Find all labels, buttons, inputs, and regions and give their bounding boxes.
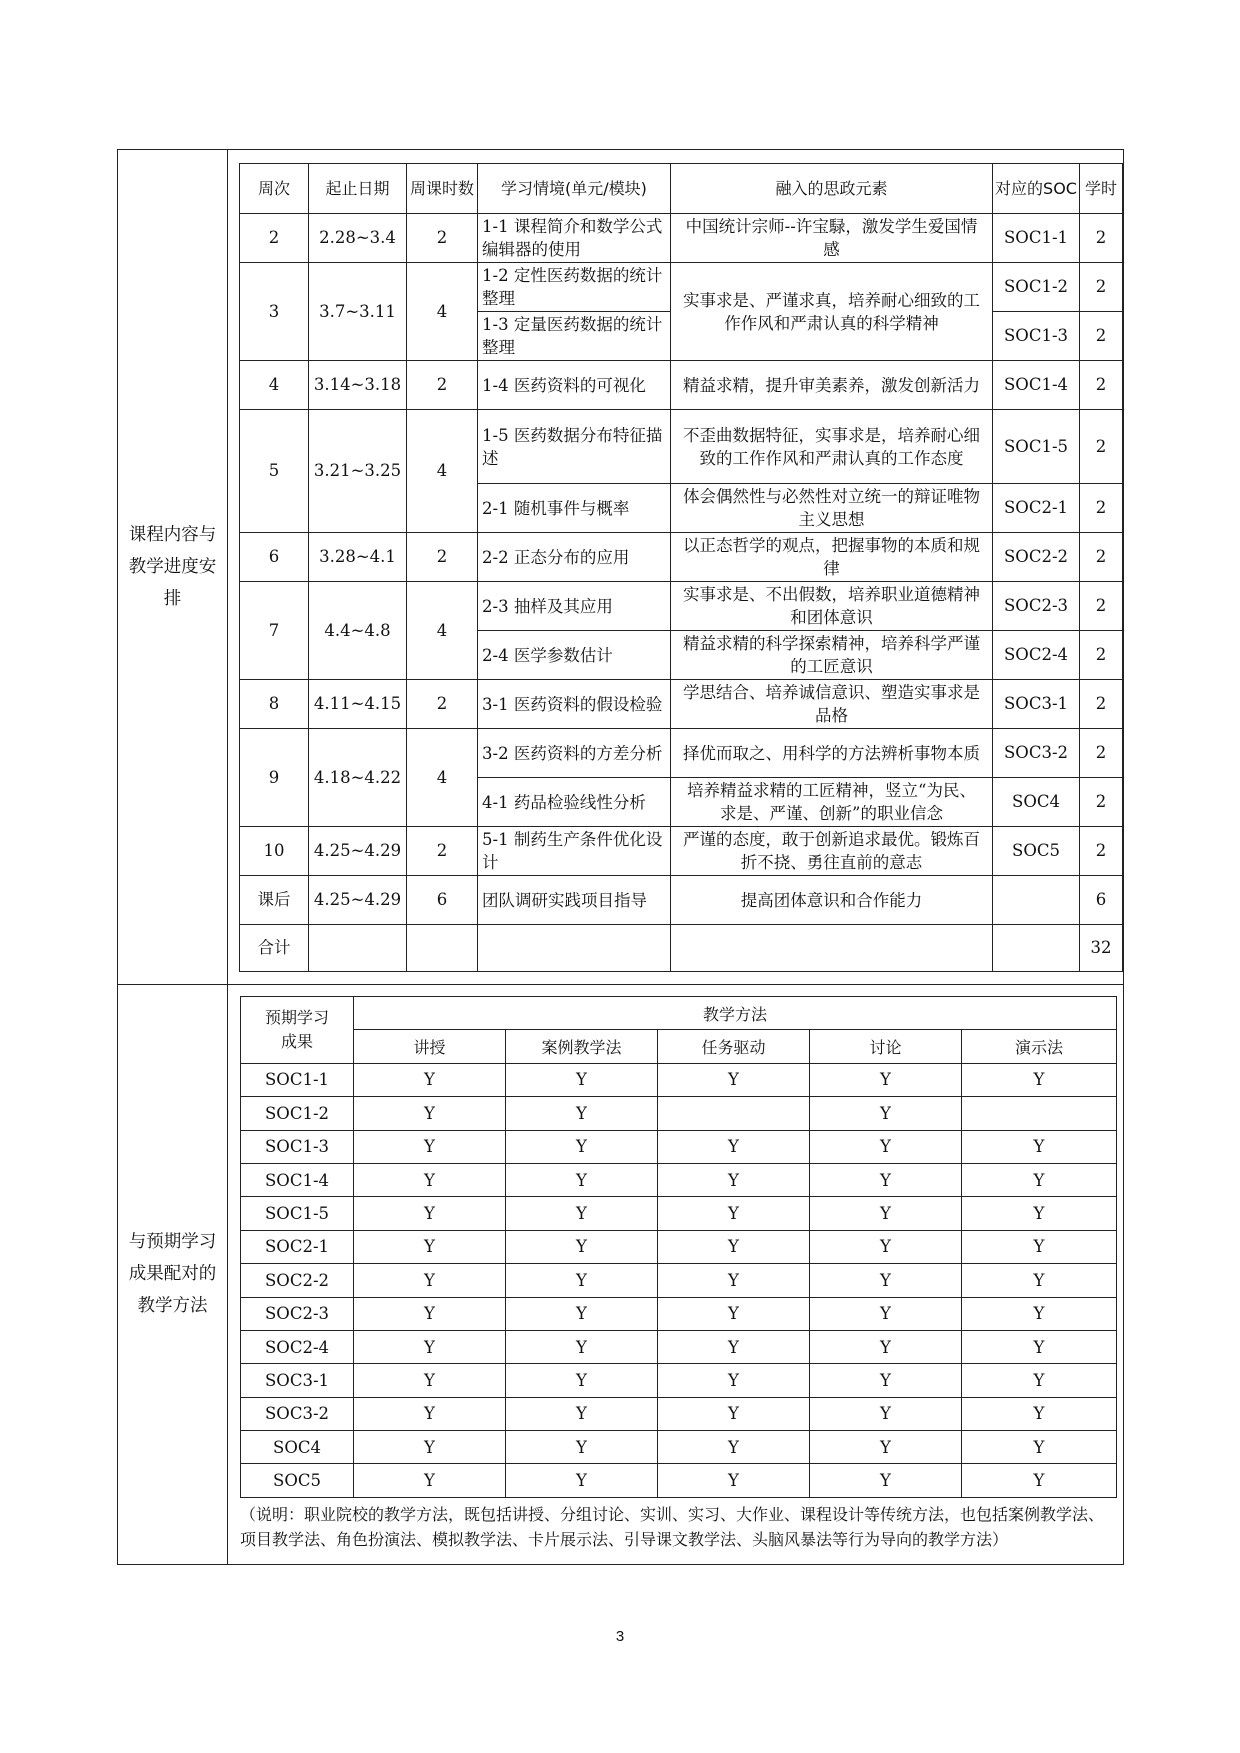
mark-cell: Y — [962, 1130, 1117, 1163]
mark-cell: Y — [506, 1163, 658, 1196]
table-row — [241, 1431, 1117, 1464]
element-cell: 精益求精，提升审美素养，激发创新活力 — [671, 361, 993, 410]
mark-cell: Y — [810, 1197, 962, 1230]
week-cell: 7 — [240, 582, 309, 680]
unit-cell: 3-1 医药资料的假设检验 — [478, 680, 671, 729]
soc-cell: SOC2-2 — [993, 533, 1080, 582]
mark-cell: Y — [658, 1197, 810, 1230]
soc-cell: SOC2-4 — [993, 631, 1080, 680]
mark-cell: Y — [506, 1230, 658, 1263]
mark-cell: Y — [354, 1364, 506, 1397]
mark-cell: Y — [506, 1397, 658, 1430]
page-number: 3 — [615, 1628, 625, 1645]
hours-cell: 2 — [407, 214, 478, 263]
table-row — [241, 1464, 1117, 1497]
mark-cell: Y — [962, 1163, 1117, 1196]
soc-cell: SOC2-4 — [241, 1330, 354, 1363]
mark-cell: Y — [354, 1197, 506, 1230]
period-cell: 2 — [1080, 484, 1123, 533]
soc-cell: SOC2-1 — [993, 484, 1080, 533]
methods-note: （说明：职业院校的教学方法，既包括讲授、分组讨论、实训、实习、大作业、课程设计等传统方法，也包括案例教学法、项目教学法、角色扮演法、模拟教学法、卡片展示法、引导课文教学法、头脑风暴法等行为导向的教学方法） — [240, 1504, 1105, 1549]
mark-cell: Y — [658, 1330, 810, 1363]
table-row — [241, 1364, 1117, 1397]
methods-header-row — [241, 997, 1117, 1030]
mark-cell: Y — [354, 1063, 506, 1096]
soc-cell: SOC2-1 — [241, 1230, 354, 1263]
element-cell: 精益求精的科学探索精神，培养科学严谨的工匠意识 — [671, 631, 993, 680]
outcome-header: 预期学习成果 — [241, 997, 354, 1064]
element-cell: 学思结合、培养诚信意识、塑造实事求是品格 — [671, 680, 993, 729]
table-row — [240, 361, 1123, 410]
methods-subheader-row — [241, 1030, 1117, 1063]
element-cell: 实事求是、不出假数，培养职业道德精神和团体意识 — [671, 582, 993, 631]
hours-cell: 6 — [407, 876, 478, 925]
hours-cell: 4 — [407, 263, 478, 361]
mark-cell: Y — [354, 1130, 506, 1163]
soc-cell: SOC5 — [993, 827, 1080, 876]
table-row — [240, 729, 1123, 778]
mark-cell: Y — [354, 1097, 506, 1130]
week-cell: 4 — [240, 361, 309, 410]
unit-cell: 2-3 抽样及其应用 — [478, 582, 671, 631]
table-row — [241, 1097, 1117, 1130]
table-row — [241, 1163, 1117, 1196]
dates-cell: 4.11~4.15 — [309, 680, 407, 729]
mark-cell: Y — [506, 1197, 658, 1230]
table-row — [241, 1330, 1117, 1363]
unit-cell: 团队调研实践项目指导 — [478, 876, 671, 925]
col-header-soc: 对应的SOC — [993, 164, 1080, 214]
period-cell: 2 — [1080, 533, 1123, 582]
period-cell: 2 — [1080, 263, 1123, 312]
mark-cell: Y — [658, 1230, 810, 1263]
soc-cell: SOC4 — [241, 1431, 354, 1464]
period-cell: 2 — [1080, 827, 1123, 876]
mark-cell: Y — [658, 1297, 810, 1330]
unit-cell: 2-1 随机事件与概率 — [478, 484, 671, 533]
table-row — [240, 533, 1123, 582]
hours-cell: 2 — [407, 680, 478, 729]
soc-cell: SOC1-2 — [993, 263, 1080, 312]
schedule-header-row — [240, 164, 1123, 214]
methods-table — [240, 996, 1117, 1498]
dates-cell: 4.25~4.29 — [309, 827, 407, 876]
soc-cell: SOC1-3 — [241, 1130, 354, 1163]
mark-cell: Y — [506, 1297, 658, 1330]
mark-cell: Y — [354, 1330, 506, 1363]
total-label: 合计 — [240, 925, 309, 972]
soc-cell: SOC1-1 — [241, 1063, 354, 1096]
unit-cell: 2-4 医学参数估计 — [478, 631, 671, 680]
method-discussion: 讨论 — [810, 1030, 962, 1063]
soc-cell: SOC3-2 — [993, 729, 1080, 778]
mark-cell: Y — [810, 1230, 962, 1263]
unit-cell: 2-2 正态分布的应用 — [478, 533, 671, 582]
table-row — [240, 263, 1123, 312]
period-cell: 2 — [1080, 214, 1123, 263]
mark-cell: Y — [962, 1264, 1117, 1297]
mark-cell: Y — [506, 1464, 658, 1497]
element-cell: 以正态哲学的观点，把握事物的本质和规律 — [671, 533, 993, 582]
table-row — [240, 680, 1123, 729]
mark-cell: Y — [506, 1063, 658, 1096]
col-header-period: 学时 — [1080, 164, 1123, 214]
week-cell: 5 — [240, 410, 309, 533]
table-row — [241, 1397, 1117, 1430]
mark-cell: Y — [810, 1297, 962, 1330]
unit-cell: 1-2 定性医药数据的统计整理 — [478, 263, 671, 312]
soc-cell: SOC3-1 — [241, 1364, 354, 1397]
table-row — [241, 1230, 1117, 1263]
mark-cell: Y — [962, 1330, 1117, 1363]
soc-cell: SOC2-2 — [241, 1264, 354, 1297]
total-period: 32 — [1080, 925, 1123, 972]
soc-cell: SOC3-1 — [993, 680, 1080, 729]
dates-cell: 3.28~4.1 — [309, 533, 407, 582]
mark-cell: Y — [658, 1364, 810, 1397]
mark-cell: Y — [658, 1130, 810, 1163]
method-header: 教学方法 — [354, 997, 1117, 1030]
methods-section — [118, 985, 1124, 1565]
schedule-table — [239, 163, 1123, 972]
mark-cell: Y — [354, 1464, 506, 1497]
soc-cell: SOC4 — [993, 778, 1080, 827]
mark-cell: Y — [962, 1197, 1117, 1230]
soc-cell: SOC1-5 — [241, 1197, 354, 1230]
section-label-methods: 与预期学习成果配对的教学方法 — [118, 985, 228, 1565]
unit-cell: 1-4 医药资料的可视化 — [478, 361, 671, 410]
hours-cell: 4 — [407, 582, 478, 680]
dates-cell: 4.25~4.29 — [309, 876, 407, 925]
week-cell: 2 — [240, 214, 309, 263]
method-lecture: 讲授 — [354, 1030, 506, 1063]
element-cell: 中国统计宗师--许宝騄，激发学生爱国情感 — [671, 214, 993, 263]
mark-cell: Y — [810, 1397, 962, 1430]
table-row — [241, 1130, 1117, 1163]
unit-cell: 1-5 医药数据分布特征描述 — [478, 410, 671, 484]
mark-cell: Y — [810, 1431, 962, 1464]
period-cell: 2 — [1080, 361, 1123, 410]
mark-cell: Y — [962, 1063, 1117, 1096]
unit-cell: 4-1 药品检验线性分析 — [478, 778, 671, 827]
method-case: 案例教学法 — [506, 1030, 658, 1063]
col-header-element: 融入的思政元素 — [671, 164, 993, 214]
element-cell: 择优而取之、用科学的方法辨析事物本质 — [671, 729, 993, 778]
mark-cell: Y — [962, 1230, 1117, 1263]
method-demo: 演示法 — [962, 1030, 1117, 1063]
week-cell: 6 — [240, 533, 309, 582]
mark-cell: Y — [810, 1063, 962, 1096]
table-row — [240, 827, 1123, 876]
period-cell: 2 — [1080, 631, 1123, 680]
mark-cell: Y — [810, 1330, 962, 1363]
period-cell: 2 — [1080, 410, 1123, 484]
soc-cell: SOC1-5 — [993, 410, 1080, 484]
table-row — [241, 1264, 1117, 1297]
mark-cell: Y — [354, 1297, 506, 1330]
table-row — [240, 410, 1123, 484]
period-cell: 2 — [1080, 778, 1123, 827]
unit-cell: 1-1 课程简介和数学公式编辑器的使用 — [478, 214, 671, 263]
soc-cell: SOC1-2 — [241, 1097, 354, 1130]
soc-cell: SOC1-4 — [241, 1163, 354, 1196]
mark-cell: Y — [810, 1163, 962, 1196]
hours-cell: 4 — [407, 410, 478, 533]
mark-cell: Y — [658, 1464, 810, 1497]
col-header-week: 周次 — [240, 164, 309, 214]
mark-cell: Y — [810, 1264, 962, 1297]
hours-cell: 2 — [407, 361, 478, 410]
mark-cell: Y — [354, 1230, 506, 1263]
mark-cell: Y — [354, 1431, 506, 1464]
mark-cell: Y — [962, 1297, 1117, 1330]
mark-cell: Y — [354, 1163, 506, 1196]
schedule-section — [118, 150, 1124, 985]
mark-cell: Y — [506, 1097, 658, 1130]
mark-cell: Y — [810, 1364, 962, 1397]
mark-cell: Y — [962, 1364, 1117, 1397]
mark-cell: Y — [506, 1431, 658, 1464]
mark-cell: Y — [658, 1063, 810, 1096]
unit-cell: 3-2 医药资料的方差分析 — [478, 729, 671, 778]
mark-cell: Y — [962, 1431, 1117, 1464]
mark-cell: Y — [506, 1330, 658, 1363]
week-cell: 9 — [240, 729, 309, 827]
table-row — [241, 1297, 1117, 1330]
mark-cell: Y — [506, 1130, 658, 1163]
hours-cell: 4 — [407, 729, 478, 827]
table-row — [240, 876, 1123, 925]
unit-cell: 1-3 定量医药数据的统计整理 — [478, 312, 671, 361]
element-cell: 严谨的态度，敢于创新追求最优。锻炼百折不挠、勇往直前的意志 — [671, 827, 993, 876]
soc-cell: SOC3-2 — [241, 1397, 354, 1430]
mark-cell: Y — [962, 1464, 1117, 1497]
table-row — [240, 582, 1123, 631]
soc-cell: SOC2-3 — [241, 1297, 354, 1330]
mark-cell: Y — [810, 1097, 962, 1130]
mark-cell: Y — [506, 1264, 658, 1297]
mark-cell — [962, 1097, 1117, 1130]
mark-cell: Y — [658, 1264, 810, 1297]
soc-cell: SOC1-3 — [993, 312, 1080, 361]
soc-cell: SOC1-1 — [993, 214, 1080, 263]
dates-cell: 3.21~3.25 — [309, 410, 407, 533]
week-cell: 课后 — [240, 876, 309, 925]
hours-cell: 2 — [407, 533, 478, 582]
element-cell: 不歪曲数据特征，实事求是，培养耐心细致的工作作风和严肃认真的工作态度 — [671, 410, 993, 484]
mark-cell: Y — [354, 1397, 506, 1430]
element-cell: 培养精益求精的工匠精神，竖立“为民、求是、严谨、创新”的职业信念 — [671, 778, 993, 827]
soc-cell — [993, 876, 1080, 925]
mark-cell — [658, 1097, 810, 1130]
week-cell: 8 — [240, 680, 309, 729]
dates-cell: 2.28~3.4 — [309, 214, 407, 263]
dates-cell: 3.14~3.18 — [309, 361, 407, 410]
mark-cell: Y — [962, 1397, 1117, 1430]
soc-cell: SOC2-3 — [993, 582, 1080, 631]
unit-cell: 5-1 制药生产条件优化设计 — [478, 827, 671, 876]
period-cell: 2 — [1080, 680, 1123, 729]
hours-cell: 2 — [407, 827, 478, 876]
mark-cell: Y — [354, 1264, 506, 1297]
syllabus-outer-table — [117, 149, 1124, 1565]
table-row — [241, 1197, 1117, 1230]
mark-cell: Y — [658, 1397, 810, 1430]
mark-cell: Y — [506, 1364, 658, 1397]
soc-cell: SOC1-4 — [993, 361, 1080, 410]
table-row — [240, 214, 1123, 263]
period-cell: 2 — [1080, 582, 1123, 631]
dates-cell: 4.4~4.8 — [309, 582, 407, 680]
method-task: 任务驱动 — [658, 1030, 810, 1063]
mark-cell: Y — [810, 1130, 962, 1163]
week-cell: 10 — [240, 827, 309, 876]
dates-cell: 3.7~3.11 — [309, 263, 407, 361]
element-cell: 提高团体意识和合作能力 — [671, 876, 993, 925]
period-cell: 6 — [1080, 876, 1123, 925]
period-cell: 2 — [1080, 729, 1123, 778]
period-cell: 2 — [1080, 312, 1123, 361]
mark-cell: Y — [658, 1431, 810, 1464]
element-cell: 实事求是、严谨求真，培养耐心细致的工作作风和严肃认真的科学精神 — [671, 263, 993, 361]
col-header-unit: 学习情境(单元/模块) — [478, 164, 671, 214]
mark-cell: Y — [658, 1163, 810, 1196]
section-label-schedule: 课程内容与教学进度安排 — [118, 150, 228, 985]
col-header-dates: 起止日期 — [309, 164, 407, 214]
total-row — [240, 925, 1123, 972]
table-row — [241, 1063, 1117, 1096]
soc-cell: SOC5 — [241, 1464, 354, 1497]
element-cell: 体会偶然性与必然性对立统一的辩证唯物主义思想 — [671, 484, 993, 533]
dates-cell: 4.18~4.22 — [309, 729, 407, 827]
mark-cell: Y — [810, 1464, 962, 1497]
col-header-weekly-hours: 周课时数 — [407, 164, 478, 214]
week-cell: 3 — [240, 263, 309, 361]
